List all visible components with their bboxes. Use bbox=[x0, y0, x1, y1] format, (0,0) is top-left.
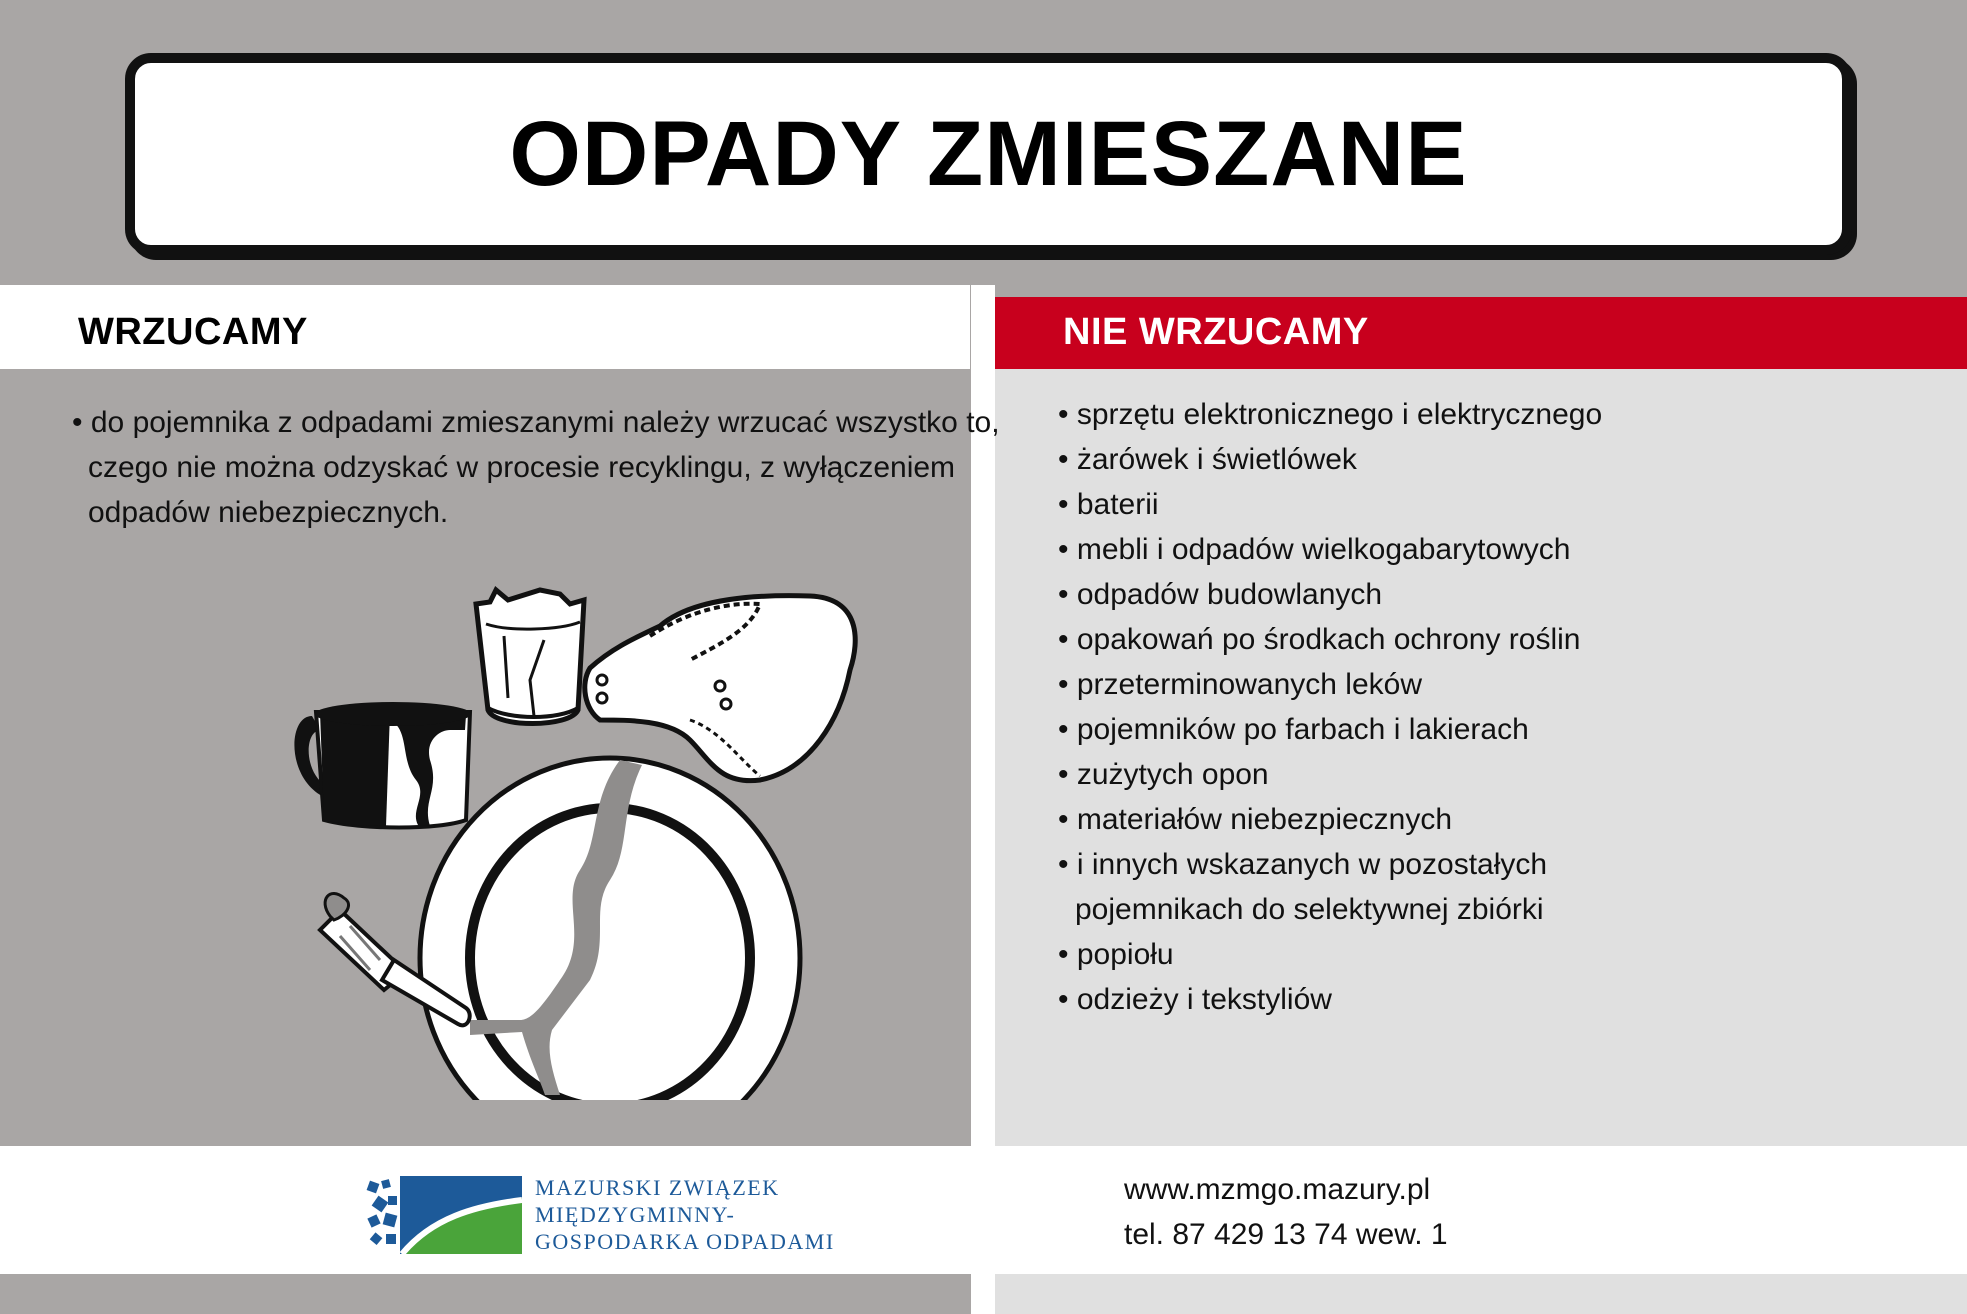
wrzucamy-line: • do pojemnika z odpadami zmieszanymi należy wrzucać wszystko to, bbox=[72, 406, 1000, 439]
wrzucamy-line: odpadów niebezpiecznych. bbox=[88, 496, 449, 529]
list-item: • żarówek i świetlówek bbox=[1058, 443, 1357, 476]
footer bbox=[0, 1146, 1967, 1274]
list-item: • opakowań po środkach ochrony roślin bbox=[1058, 623, 1581, 656]
contact-info bbox=[1124, 1167, 1448, 1257]
nie-wrzucamy-header bbox=[995, 297, 1967, 369]
list-item: • materiałów niebezpiecznych bbox=[1058, 803, 1453, 836]
waste-illustration bbox=[290, 580, 890, 1100]
list-item: • baterii bbox=[1058, 488, 1159, 521]
page-title: ODPADY ZMIESZANE bbox=[509, 102, 1468, 205]
wrzucamy-header bbox=[0, 285, 970, 369]
list-item: • i innych wskazanych w pozostałych pojemnikach do selektywnej zbiórki bbox=[1058, 842, 1602, 932]
list-item: • mebli i odpadów wielkogabarytowych bbox=[1058, 533, 1571, 566]
organization-name: MAZURSKI ZWIĄZEK MIĘDZYGMINNY- GOSPODARKA ODPADAMI bbox=[535, 1175, 835, 1254]
logo-icon bbox=[366, 1176, 522, 1254]
bottom-strip-left bbox=[0, 1274, 971, 1314]
diaper-icon bbox=[585, 596, 855, 781]
list-item: • odpadów budowlanych bbox=[1058, 578, 1383, 611]
list-item: • sprzętu elektronicznego i elektrycznego bbox=[1058, 398, 1603, 431]
bullet: • bbox=[72, 406, 83, 439]
website-link[interactable]: www.mzmgo.mazury.pl bbox=[1124, 1173, 1431, 1206]
list-item: • pojemników po farbach i lakierach bbox=[1058, 713, 1529, 746]
wrzucamy-description bbox=[72, 400, 1000, 535]
phone-number: tel. 87 429 13 74 wew. 1 bbox=[1124, 1218, 1448, 1251]
wrzucamy-heading: WRZUCAMY bbox=[78, 311, 308, 353]
list-item: • popiołu bbox=[1058, 938, 1174, 971]
nie-wrzucamy-list bbox=[1058, 392, 1602, 1022]
list-item: • odzieży i tekstyliów bbox=[1058, 983, 1332, 1016]
list-item: • przeterminowanych leków bbox=[1058, 668, 1422, 701]
bottom-strip-right bbox=[995, 1274, 1967, 1314]
wrzucamy-line: czego nie można odzyskać w procesie recyklingu, z wyłączeniem bbox=[88, 451, 956, 484]
broken-glass-icon bbox=[476, 590, 584, 724]
mug-icon bbox=[294, 702, 471, 828]
nie-wrzucamy-heading: NIE WRZUCAMY bbox=[1063, 311, 1369, 353]
list-item-continuation: pojemnikach do selektywnej zbiórki bbox=[1075, 893, 1544, 926]
broken-plate-icon bbox=[420, 758, 800, 1100]
list-item: • zużytych opon bbox=[1058, 758, 1269, 791]
